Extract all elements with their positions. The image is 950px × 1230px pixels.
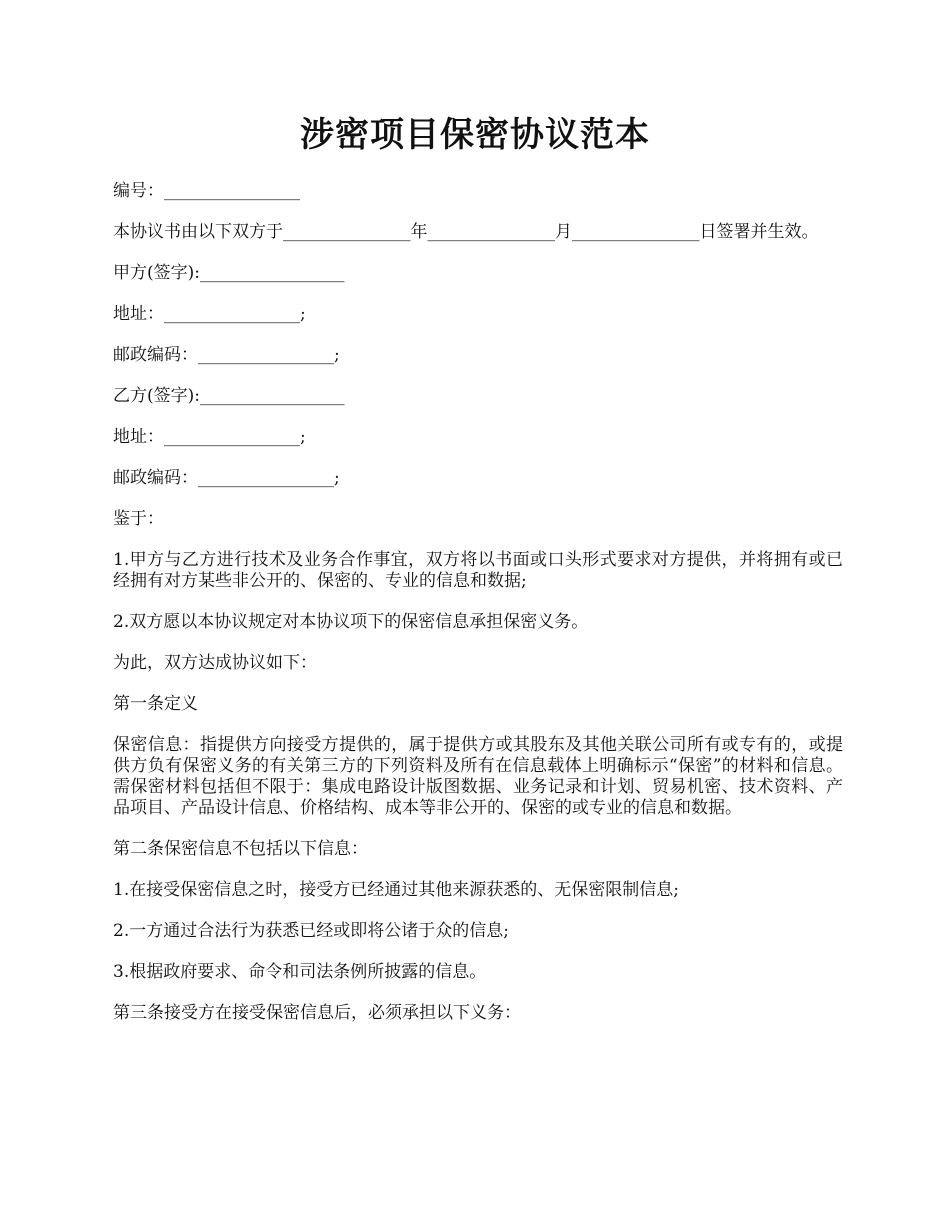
party-b-signature-line: 乙方(签字):_________________: [113, 386, 345, 406]
whereas-item-1: 1.甲方与乙方进行技术及业务合作事宜，双方将以书面或口头形式要求对方提供，并将拥有或已经拥有对方某些非公开的、保密的、专业的信息和数据;: [113, 550, 843, 591]
party-a-address-line: 地址：________________;: [113, 304, 306, 324]
whereas-heading: 鉴于：: [113, 509, 164, 529]
agreement-intro: 为此，双方达成协议如下：: [113, 653, 317, 673]
party-b-postcode-line: 邮政编码：________________;: [113, 468, 340, 488]
document-body: [113, 181, 843, 1044]
article-2-heading: 第二条保密信息不包括以下信息：: [113, 839, 368, 859]
article-2-item-1: 1.在接受保密信息之时，接受方已经通过其他来源获悉的、无保密限制信息;: [113, 880, 679, 900]
article-2-item-2: 2.一方通过合法行为获悉已经或即将公诸于众的信息;: [113, 921, 509, 941]
party-a-postcode-line: 邮政编码：________________;: [113, 345, 340, 365]
party-b-address-line: 地址：________________;: [113, 427, 306, 447]
confidential-info-definition: 保密信息：指提供方向接受方提供的，属于提供方或其股东及其他关联公司所有或专有的，或提供方负有保密义务的有关第三方的下列资料及所有在信息载体上明确标示“保密”的材料和信息。需保密材料包括但不限于：集成电路设计版图数据、业务记录和计划、贸易机密、技术资料、产品项目、产品设计信息、价格结构、成本等非公开的、保密的或专业的信息和数据。: [113, 735, 843, 818]
whereas-item-2: 2.双方愿以本协议规定对本协议项下的保密信息承担保密义务。: [113, 612, 589, 632]
serial-number-line: 编号：________________: [113, 181, 300, 201]
signing-date-line: 本协议书由以下双方于_______________年_______________月_______________日签署并生效。: [113, 222, 819, 242]
article-1-heading: 第一条定义: [113, 694, 198, 714]
article-3-heading: 第三条接受方在接受保密信息后，必须承担以下义务：: [113, 1003, 521, 1023]
document-title: 涉密项目保密协议范本: [300, 115, 650, 155]
party-a-signature-line: 甲方(签字):_________________: [113, 263, 345, 283]
article-2-item-3: 3.根据政府要求、命令和司法条例所披露的信息。: [113, 962, 487, 982]
